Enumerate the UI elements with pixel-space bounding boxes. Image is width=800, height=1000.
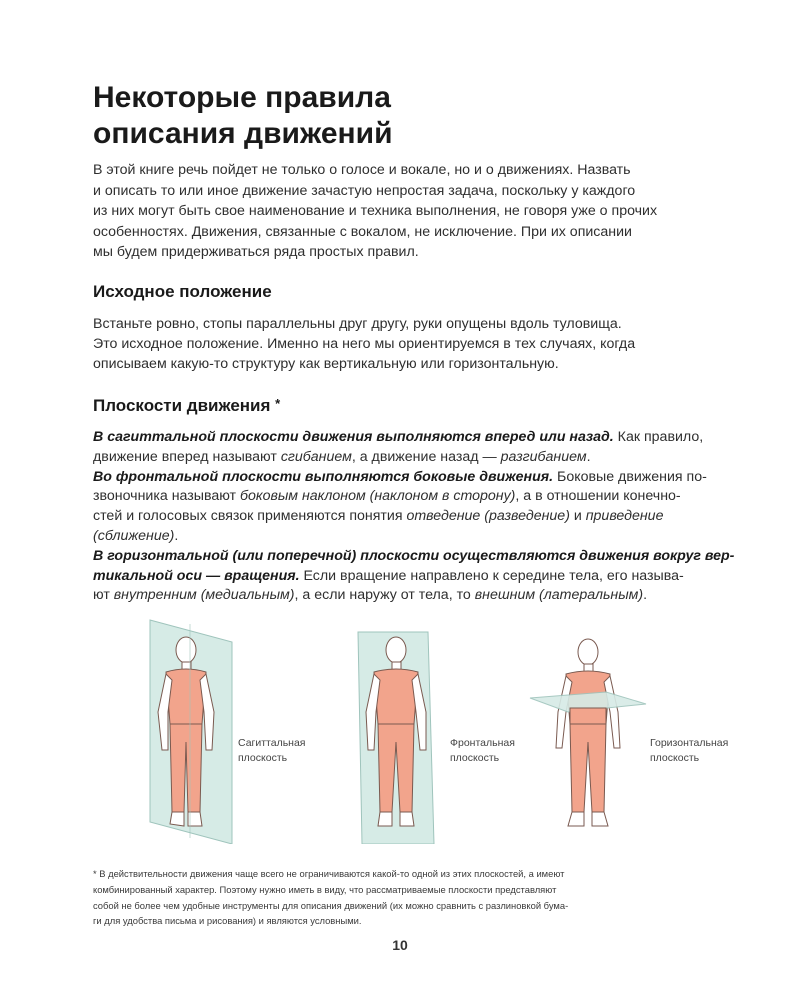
paragraph-line: Это исходное положение. Именно на него мы ориентируемся в тех случаях, когда [93,336,636,352]
horizontal-figure-drawing [528,612,648,844]
text-run: звоночника называют [93,488,240,505]
text-run: движение вперед называют [93,448,281,465]
term-internal-rotation: внутренним (медиальным) [113,587,295,604]
caption-line: плоскость [450,752,500,764]
caption-line: плоскость [238,752,288,764]
intro-line: В этой книге речь пойдет не только о голосе и вокале, но и о движениях. Назвать [93,162,631,178]
term-lateral-bend: боковым наклоном (наклоном в сторону) [240,488,516,505]
footnote-line: комбинированный характер. Поэтому нужно иметь в виду, что рассматриваемые плоскости представляют [93,883,557,895]
paragraph-line [93,468,713,488]
intro-line: из них могут быть свое наименование и техника выполнения, не говоря уже о прочих [93,203,658,220]
footnote-line: ги для удобства письма и рисования) и являются условными. [93,915,362,927]
paragraph-line: Встаньте ровно, стопы параллельны друг другу, руки опущены вдоль туловища. [93,316,622,332]
horizontal-bold-2: тикальной оси — вращения. [93,567,300,584]
text-run: и [569,508,586,525]
frontal-figure-drawing [350,612,450,844]
frontal-bold: Во фронтальной плоскости выполняются боковые движения. [93,468,554,485]
text-run: , а движение назад — [351,448,501,465]
footnote-line: собой не более чем удобные инструменты для описания движений (их можно сравнить с разлиновкой бума- [93,899,569,911]
term-external-rotation: внешним (латеральным) [474,587,644,604]
text-run: стей и голосовых связок применяются понятия [93,508,407,525]
paragraph-line [93,487,713,507]
term-flexion: сгибанием [280,448,352,465]
text-run: Если вращение направлено к середине тела, его называ- [299,567,684,584]
text-run: . [643,587,648,604]
paragraph-line [93,428,713,448]
intro-line: и описать то или иное движение зачастую непростая задача, поскольку у каждого [93,182,636,199]
text-run: ют [93,587,114,604]
term-adduction-alt: (сближение) [93,527,175,544]
person-lower [568,708,608,826]
figure-caption [450,736,515,766]
paragraph-line [93,586,713,606]
caption-line: Фронтальная [450,737,515,749]
paragraph-line [93,527,713,547]
caption-line: плоскость [650,752,700,764]
heading-movement-planes [93,396,280,416]
page-title-line-2: описания движений [93,117,393,150]
term-extension: разгибанием [500,448,587,465]
paragraph-line: описываем какую-то структуру как вертикальную или горизонтальную. [93,356,559,372]
sagittal-bold: В сагиттальной плоскости движения выполняются вперед или назад. [93,429,614,445]
intro-line: мы будем придерживаться ряда простых правил. [93,244,419,261]
footnote [93,866,713,929]
text-run: . [174,527,179,544]
movement-planes-paragraph [93,428,735,606]
paragraph-line [93,567,713,587]
text-run: , а если наружу от тела, то [294,587,475,604]
figure-caption [238,736,306,766]
planes-illustration [140,612,760,844]
page-title-line-1: Некоторые правила [93,81,391,114]
figure-frontal [350,612,550,844]
text-run: , а в отношении конечно- [515,488,681,505]
intro-paragraph [93,160,713,263]
page-title [93,80,653,152]
horizontal-bold-1: В горизонтальной (или поперечной) плоскости осуществляются движения вокруг вер- [93,547,735,564]
figure-caption [650,736,728,766]
text-run: Как правило, [613,429,704,445]
starting-position-paragraph [93,314,713,374]
paragraph-line [93,547,735,567]
paragraph-line [93,448,713,468]
text-run: Боковые движения по- [553,468,707,485]
caption-line: Сагиттальная [238,737,306,749]
text-run: . [586,448,591,465]
figure-sagittal [140,612,370,844]
intro-line: особенностях. Движения, связанные с вокалом, не исключение. При их описании [93,223,632,240]
figure-horizontal [528,612,760,844]
sagittal-figure-drawing [140,612,240,844]
term-abduction: отведение (разведение) [406,508,570,525]
page-number: 10 [392,937,408,953]
heading-text: Плоскости движения [93,396,271,415]
paragraph-line [93,507,713,527]
term-adduction: приведение [585,508,664,525]
footnote-line: * В действительности движения чаще всего не ограничиваются какой-то одной из этих плоскостей, а имеют [93,868,565,879]
heading-starting-position: Исходное положение [93,282,272,301]
caption-line: Горизонтальная [650,737,729,749]
footnote-mark: * [275,396,281,411]
